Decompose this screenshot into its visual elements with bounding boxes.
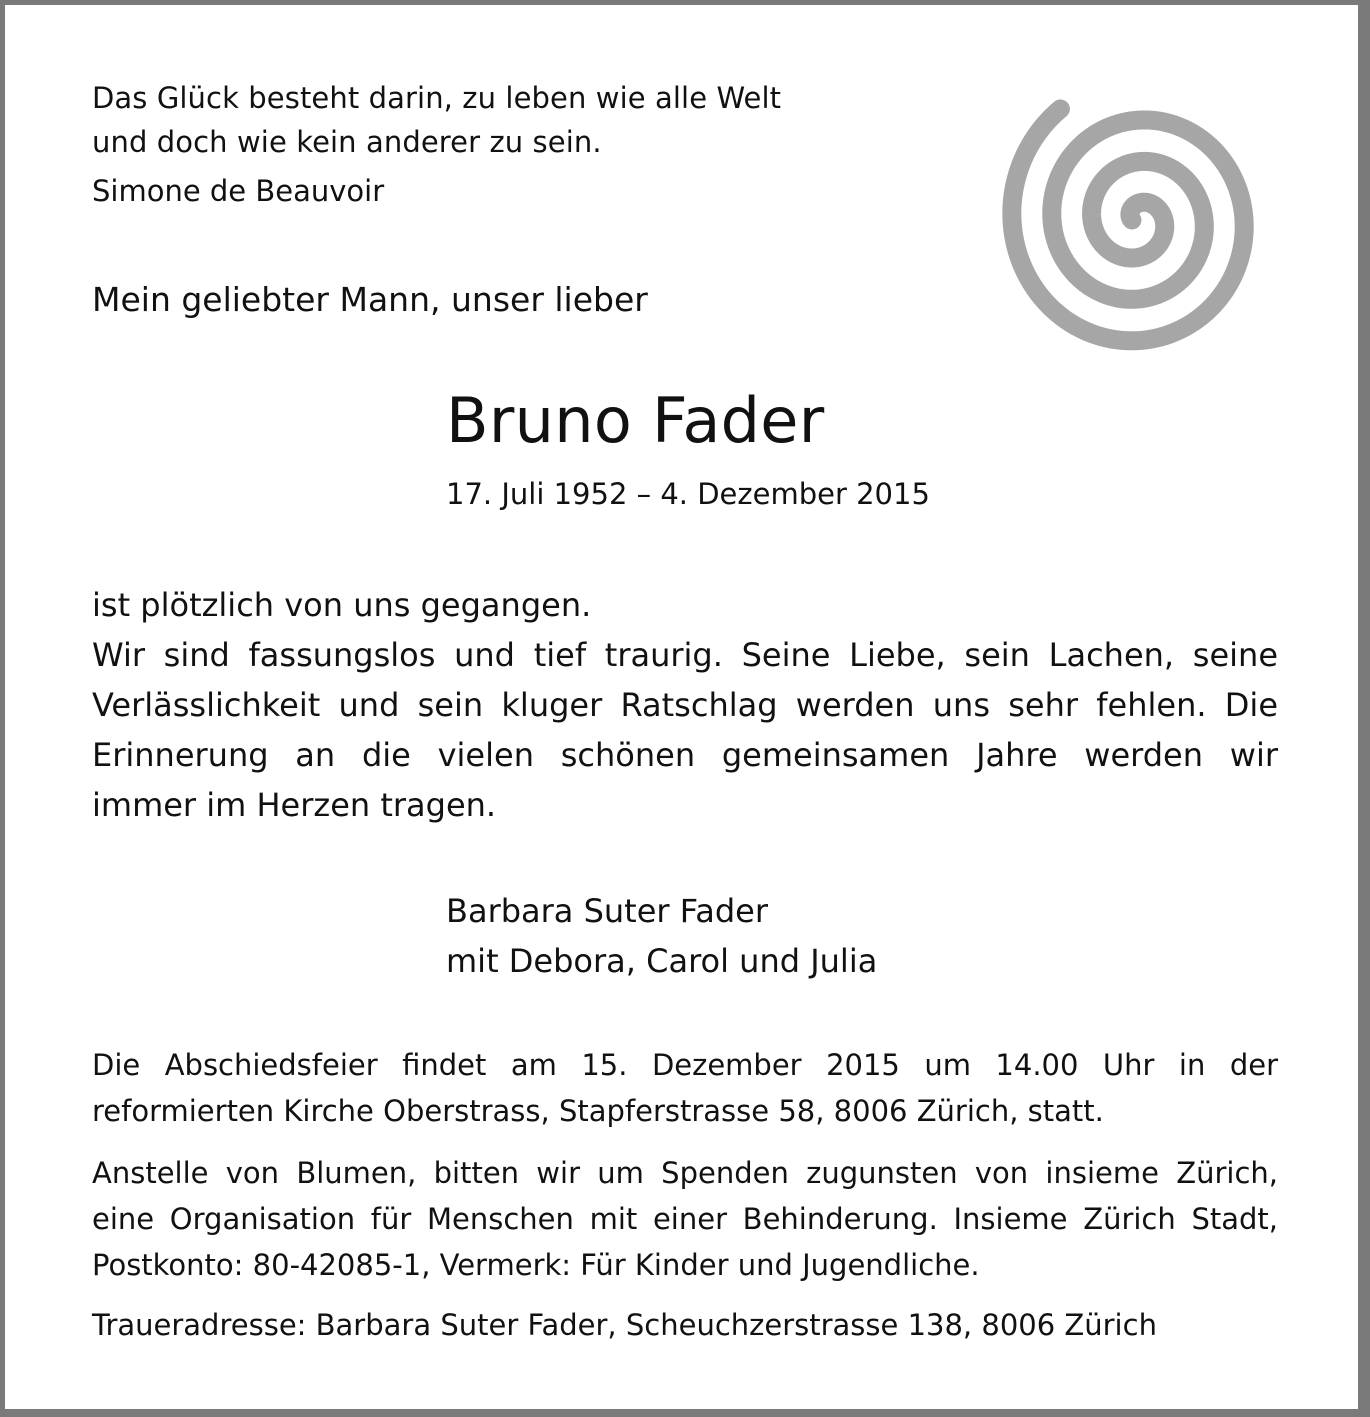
donation-line-2: eine Organisation für Menschen mit einer Behinderung. Insieme Zürich Stadt, <box>92 1202 1278 1236</box>
ceremony-notice <box>92 1042 1278 1134</box>
deceased-name: Bruno Fader <box>446 384 825 457</box>
message-line-1: ist plötzlich von uns gegangen. <box>92 586 592 624</box>
mourner-line-2: mit Debora, Carol und Julia <box>446 942 878 980</box>
message-line-4: Erinnerung an die vielen schönen gemeinsamen Jahre werden wir <box>92 736 1278 774</box>
quote-author: Simone de Beauvoir <box>92 174 385 208</box>
quote-line-2: und doch wie kein anderer zu sein. <box>92 125 602 159</box>
mourner-line-1: Barbara Suter Fader <box>446 892 768 930</box>
ceremony-line-2: reformierten Kirche Oberstrass, Stapferstrasse 58, 8006 Zürich, statt. <box>92 1094 1104 1128</box>
message-line-3: Verlässlichkeit und sein kluger Ratschlag werden uns sehr fehlen. Die <box>92 686 1278 724</box>
spiral-stroke <box>1012 109 1244 341</box>
message <box>92 580 1278 830</box>
donation-line-3: Postkonto: 80-42085-1, Vermerk: Für Kinder und Jugendliche. <box>92 1248 980 1282</box>
message-line-5: immer im Herzen tragen. <box>92 786 497 824</box>
ceremony-line-1: Die Abschiedsfeier findet am 15. Dezember 2015 um 14.00 Uhr in der <box>92 1048 1278 1082</box>
life-dates: 17. Juli 1952 – 4. Dezember 2015 <box>446 477 930 511</box>
spiral-icon <box>1000 78 1275 368</box>
quote-line-1: Das Glück besteht darin, zu leben wie alle Welt <box>92 81 782 115</box>
mourning-address: Traueradresse: Barbara Suter Fader, Scheuchzerstrasse 138, 8006 Zürich <box>92 1308 1157 1342</box>
intro-line: Mein geliebter Mann, unser lieber <box>92 280 648 319</box>
message-line-2: Wir sind fassungslos und tief traurig. Seine Liebe, sein Lachen, seine <box>92 636 1278 674</box>
quote <box>92 76 781 164</box>
donation-line-1: Anstelle von Blumen, bitten wir um Spenden zugunsten von insieme Zürich, <box>92 1156 1278 1190</box>
donation-notice <box>92 1150 1278 1288</box>
mourners <box>446 886 877 986</box>
